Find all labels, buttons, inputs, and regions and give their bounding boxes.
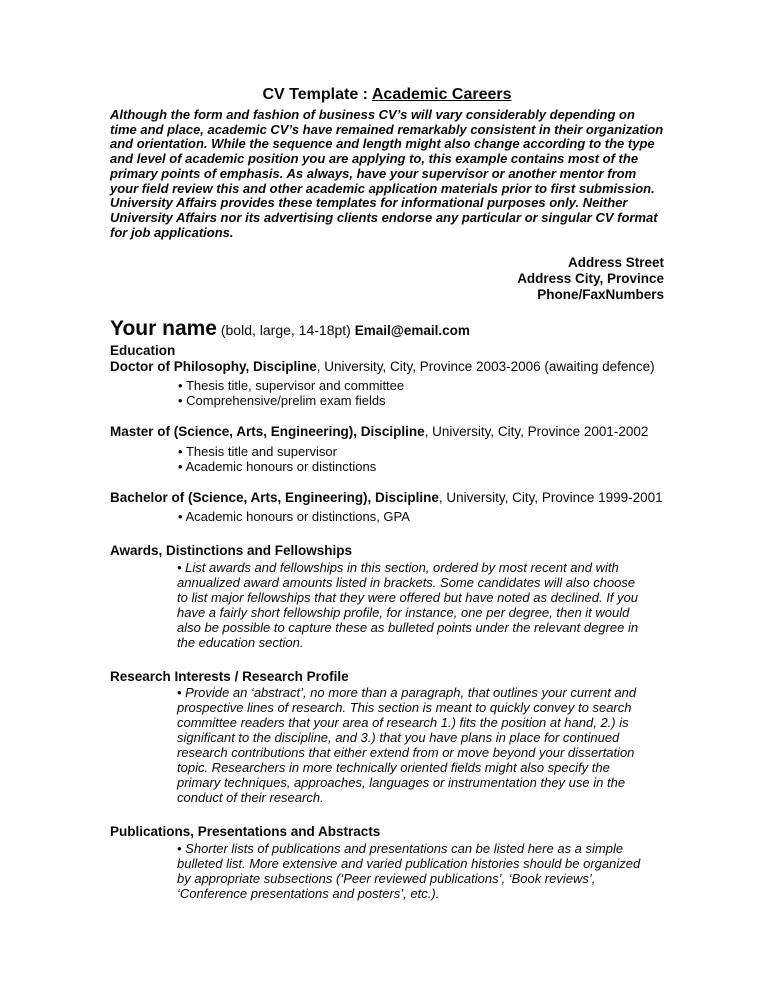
name-line xyxy=(110,317,664,343)
page-title-prefix: CV Template : xyxy=(262,86,372,103)
education-heading: Education xyxy=(110,343,176,359)
section-research xyxy=(110,669,664,806)
list-item: • Academic honours or distinctions xyxy=(178,459,664,474)
degree-masters-details: , University, City, Province 2001-2002 xyxy=(424,424,649,440)
candidate-name: Your name xyxy=(110,317,217,341)
section-publications-heading: Publications, Presentations and Abstracts xyxy=(110,824,381,840)
degree-phd-title: Doctor of Philosophy, Discipline xyxy=(110,358,317,374)
contact-block xyxy=(110,255,664,303)
list-item: • Academic honours or distinctions, GPA xyxy=(178,509,664,524)
degree-phd xyxy=(110,359,664,409)
degree-bachelors xyxy=(110,490,664,525)
degree-bachelors-line xyxy=(110,490,664,506)
degree-masters-bullets xyxy=(178,444,664,474)
degree-phd-bullets xyxy=(178,378,664,408)
section-research-heading: Research Interests / Research Profile xyxy=(110,668,349,684)
degree-bachelors-details: , University, City, Province 1999-2001 xyxy=(438,489,663,505)
phone-fax-numbers: Phone/FaxNumbers xyxy=(537,287,664,303)
section-publications xyxy=(110,824,664,901)
degree-masters xyxy=(110,424,664,474)
page-title xyxy=(110,86,664,104)
address-street: Address Street xyxy=(567,255,664,271)
address-city-province: Address City, Province xyxy=(517,271,664,287)
degree-bachelors-title: Bachelor of (Science, Arts, Engineering), Discipline xyxy=(110,489,439,505)
degree-phd-details: , University, City, Province 2003-2006 (awaiting defence) xyxy=(316,358,655,374)
list-item: • Thesis title and supervisor xyxy=(178,444,664,459)
list-item: • Thesis title, supervisor and committee xyxy=(178,378,664,393)
section-awards-heading: Awards, Distinctions and Fellowships xyxy=(110,543,353,559)
section-awards-body: • List awards and fellowships in this section, ordered by most recent and with annualized award amounts listed in brackets. Some candidates will also choose to list major fellowships that they were offered but have noted as declined. If you have a fairly short fellowship profile, for instance, one per degree, then it would also be possible to capture these as bulleted points under the relevant degree in the education section. xyxy=(177,560,648,650)
degree-masters-title: Master of (Science, Arts, Engineering), Discipline xyxy=(110,424,425,440)
degree-phd-line xyxy=(110,359,664,375)
degree-bachelors-bullets xyxy=(178,509,664,524)
name-size-note: (bold, large, 14-18pt) xyxy=(216,322,355,339)
section-awards xyxy=(110,543,664,650)
page-title-underlined: Academic Careers xyxy=(371,86,512,103)
section-research-body: • Provide an ‘abstract’, no more than a paragraph, that outlines your current and prospective lines of research. This section is meant to quickly convey to search committee readers that your area of research 1.) fits the position at hand, 2.) is significant to the discipline, and 3.) that you have plans in place for continued research contributions that either extend from or move beyond your dissertation topic. Researchers in more technically oriented fields might also specify the primary techniques, approaches, languages or instrumentation they use in the conduct of their research. xyxy=(177,685,648,805)
list-item: • Comprehensive/prelim exam fields xyxy=(178,393,664,408)
degree-masters-line xyxy=(110,424,664,440)
intro-paragraph: Although the form and fashion of business CV’s will vary considerably depending on time and place, academic CV’s have remained remarkably consistent in their organization and orientation. While the sequence and length might also change according to the type and level of academic position you are applying to, this example contains most of the primary points of emphasis. As always, have your supervisor or another mentor from your field review this and other academic application materials prior to first submission. University Affairs provides these templates for informational purposes only. Neither University Affairs nor its advertising clients endorse any particular or singular CV format for job applications. xyxy=(110,107,664,240)
email-address: Email@email.com xyxy=(354,323,470,339)
section-publications-body: • Shorter lists of publications and presentations can be listed here as a simple bulleted list. More extensive and varied publication histories should be organized by appropriate subsections (‘Peer reviewed publications’, ‘Book reviews’, ‘Conference presentations and posters’, etc.). xyxy=(177,841,648,901)
